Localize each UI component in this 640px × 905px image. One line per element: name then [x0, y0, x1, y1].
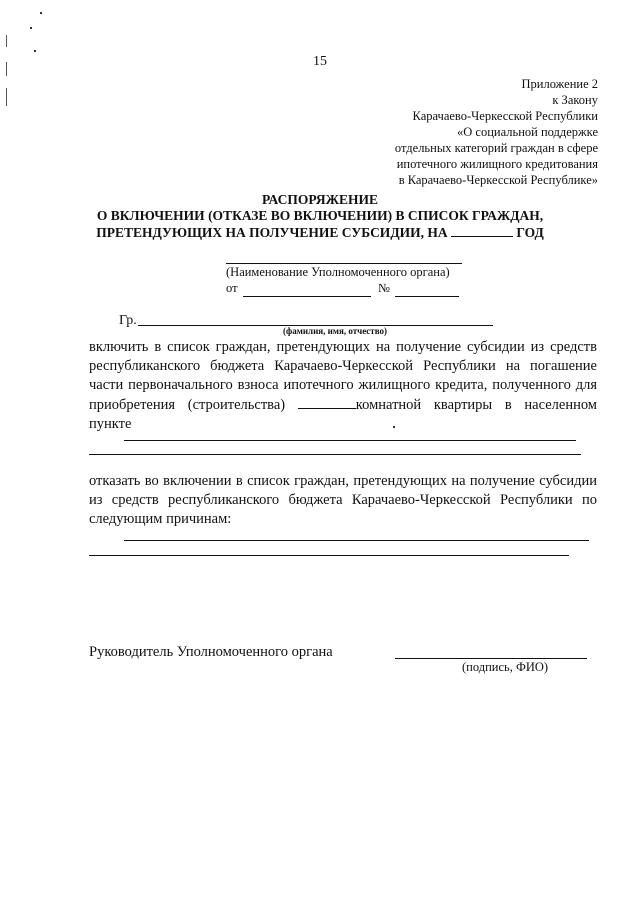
- appendix-line: отдельных категорий граждан в сфере: [394, 141, 598, 155]
- title-line: [0, 224, 640, 241]
- number-label: №: [378, 281, 390, 295]
- title-line: О ВКЛЮЧЕНИИ (ОТКАЗЕ ВО ВКЛЮЧЕНИИ) В СПИСОК ГРАЖДАН,: [96, 208, 544, 223]
- reasons-blank[interactable]: [124, 540, 589, 541]
- scan-speck: [30, 27, 32, 29]
- locality-blank-continued[interactable]: [89, 454, 581, 455]
- refuse-paragraph: отказать во включении в список граждан, претендующих на получение субсидии из средств республиканского бюджета Карачаево-Черкесской Республики по следующим причинам:: [89, 473, 597, 527]
- include-paragraph: [89, 338, 597, 434]
- appendix-line: ипотечного жилищного кредитования: [396, 157, 598, 171]
- appendix-line: к Закону: [552, 93, 598, 107]
- date-blank[interactable]: [243, 296, 371, 297]
- scan-edge-mark: [6, 35, 7, 47]
- scan-edge-mark: [6, 88, 7, 106]
- scan-speck: [34, 50, 36, 52]
- include-text-end: комнатной квартиры в населенном пункте: [89, 397, 597, 432]
- appendix-line: Карачаево-Черкесской Республики: [412, 109, 598, 123]
- authority-name-blank[interactable]: [226, 263, 462, 264]
- citizen-label: Гр.: [119, 313, 137, 328]
- title-line: РАСПОРЯЖЕНИЕ: [261, 192, 379, 207]
- year-blank[interactable]: [451, 224, 513, 237]
- reasons-blank-continued[interactable]: [89, 555, 569, 556]
- authority-caption: (Наименование Уполномоченного органа): [226, 265, 450, 279]
- document-title: [0, 192, 640, 241]
- include-text: включить в список граждан, претендующих на получение субсидии из средств республиканского бюджета Карачаево-Черкесской Республики на погашение части первоначального взноса ипотечного жилищного кредита, полученного для приобретения (строительства): [89, 339, 597, 413]
- appendix-line: «О социальной поддержке: [457, 125, 598, 139]
- signature-blank[interactable]: [395, 658, 587, 659]
- signature-label: Руководитель Уполномоченного органа: [89, 644, 333, 660]
- number-blank[interactable]: [395, 296, 459, 297]
- from-label: от: [226, 281, 238, 295]
- appendix-line: Приложение 2: [521, 77, 598, 91]
- appendix-line: в Карачаево-Черкесской Республике»: [398, 173, 598, 187]
- page-number: 15: [313, 54, 327, 69]
- locality-blank[interactable]: [124, 440, 576, 441]
- room-count-blank[interactable]: [298, 395, 356, 409]
- scan-speck: [40, 12, 42, 14]
- appendix-block: [395, 76, 598, 188]
- title-year-word: ГОД: [516, 225, 544, 240]
- citizen-caption: (фамилия, имя, отчество): [283, 326, 388, 336]
- signature-caption: (подпись, ФИО): [462, 660, 549, 674]
- title-text: ПРЕТЕНДУЮЩИХ НА ПОЛУЧЕНИЕ СУБСИДИИ, НА: [96, 225, 448, 240]
- scan-speck: [393, 426, 395, 428]
